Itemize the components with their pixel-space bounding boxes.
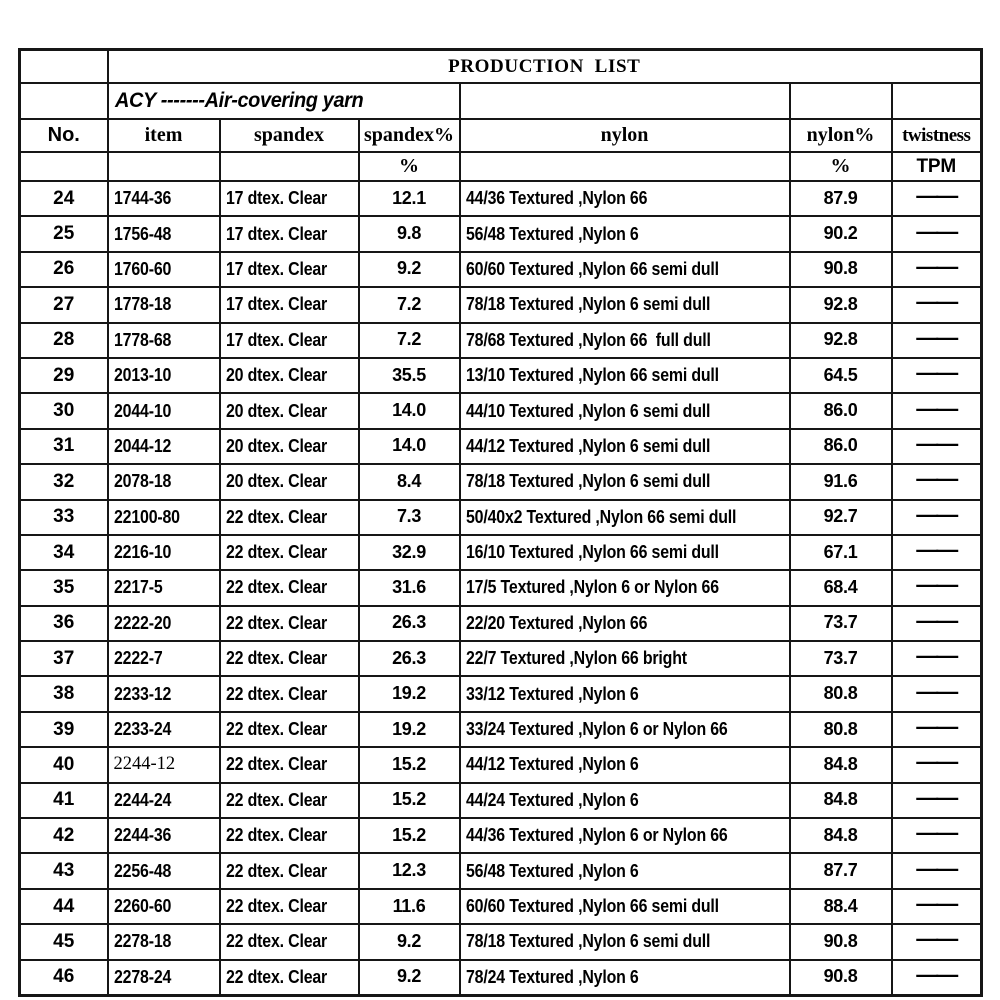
cell-spandex-percent: 14.0: [359, 429, 460, 464]
table-row: [20, 535, 982, 570]
cell-item: 1760-60: [108, 252, 220, 287]
cell-spandex: 22 dtex. Clear: [220, 641, 359, 676]
cell-no: 42: [20, 818, 108, 853]
table-row: [20, 853, 982, 888]
cell-nylon: 33/24 Textured ,Nylon 6 or Nylon 66: [460, 712, 790, 747]
cell-no: 24: [20, 181, 108, 216]
cell-item: 2222-7: [108, 641, 220, 676]
cell-nylon: 50/40x2 Textured ,Nylon 66 semi dull: [460, 500, 790, 535]
cell-nylon-percent: 92.7: [790, 500, 892, 535]
empty-cell: [892, 83, 982, 119]
cell-no: 29: [20, 358, 108, 393]
cell-spandex: 22 dtex. Clear: [220, 853, 359, 888]
cell-twistness-dash: ——: [892, 641, 982, 676]
cell-spandex-percent: 15.2: [359, 747, 460, 782]
cell-no: 32: [20, 464, 108, 499]
cell-nylon: 16/10 Textured ,Nylon 66 semi dull: [460, 535, 790, 570]
empty-cell: [220, 152, 359, 181]
cell-spandex-percent: 15.2: [359, 783, 460, 818]
unit-nylon-percent: %: [790, 152, 892, 181]
cell-twistness-dash: ——: [892, 287, 982, 322]
cell-item: 2278-18: [108, 924, 220, 959]
empty-cell: [20, 152, 108, 181]
table-row: [20, 393, 982, 428]
cell-spandex-percent: 15.2: [359, 818, 460, 853]
cell-nylon-percent: 73.7: [790, 641, 892, 676]
cell-nylon-percent: 68.4: [790, 570, 892, 605]
cell-spandex: 17 dtex. Clear: [220, 287, 359, 322]
cell-no: 27: [20, 287, 108, 322]
column-header-nylon: nylon: [460, 119, 790, 152]
cell-nylon-percent: 73.7: [790, 606, 892, 641]
cell-nylon-percent: 84.8: [790, 818, 892, 853]
table-row: [20, 464, 982, 499]
cell-spandex-percent: 31.6: [359, 570, 460, 605]
cell-nylon-percent: 86.0: [790, 393, 892, 428]
cell-twistness-dash: ——: [892, 712, 982, 747]
cell-item: 2244-12: [108, 747, 220, 782]
cell-no: 37: [20, 641, 108, 676]
column-header-nylon-percent: nylon%: [790, 119, 892, 152]
page-title-text: PRODUCTION LIST: [448, 55, 641, 77]
cell-nylon: 78/18 Textured ,Nylon 6 semi dull: [460, 287, 790, 322]
cell-spandex: 17 dtex. Clear: [220, 181, 359, 216]
cell-item: 2044-10: [108, 393, 220, 428]
acy-note: [108, 83, 460, 119]
cell-item: 2233-12: [108, 676, 220, 711]
cell-nylon-percent: 90.8: [790, 252, 892, 287]
cell-spandex-percent: 7.2: [359, 287, 460, 322]
cell-item: 2222-20: [108, 606, 220, 641]
column-header-spandex-percent: spandex%: [359, 119, 460, 152]
cell-nylon-percent: 67.1: [790, 535, 892, 570]
cell-nylon-percent: 84.8: [790, 747, 892, 782]
cell-nylon: 78/18 Textured ,Nylon 6 semi dull: [460, 924, 790, 959]
cell-item: 2044-12: [108, 429, 220, 464]
table-row: [20, 323, 982, 358]
cell-no: 38: [20, 676, 108, 711]
empty-corner-cell: [20, 50, 108, 84]
cell-nylon: 44/10 Textured ,Nylon 6 semi dull: [460, 393, 790, 428]
cell-spandex-percent: 26.3: [359, 606, 460, 641]
column-header-no: No.: [20, 119, 108, 152]
cell-nylon-percent: 92.8: [790, 323, 892, 358]
cell-nylon: 56/48 Textured ,Nylon 6: [460, 216, 790, 251]
cell-twistness-dash: ——: [892, 535, 982, 570]
cell-spandex: 20 dtex. Clear: [220, 429, 359, 464]
column-header-item: item: [108, 119, 220, 152]
table-row: [20, 500, 982, 535]
table-row: [20, 641, 982, 676]
cell-no: 34: [20, 535, 108, 570]
production-table: [18, 48, 983, 997]
cell-twistness-dash: ——: [892, 181, 982, 216]
cell-twistness-dash: ——: [892, 818, 982, 853]
cell-twistness-dash: ——: [892, 853, 982, 888]
cell-twistness-dash: ——: [892, 676, 982, 711]
cell-spandex: 22 dtex. Clear: [220, 570, 359, 605]
cell-nylon-percent: 90.8: [790, 924, 892, 959]
cell-spandex-percent: 9.2: [359, 252, 460, 287]
cell-nylon: 13/10 Textured ,Nylon 66 semi dull: [460, 358, 790, 393]
cell-no: 39: [20, 712, 108, 747]
cell-twistness-dash: ——: [892, 252, 982, 287]
cell-no: 45: [20, 924, 108, 959]
cell-no: 46: [20, 960, 108, 996]
cell-no: 40: [20, 747, 108, 782]
cell-twistness-dash: ——: [892, 783, 982, 818]
cell-nylon: 44/24 Textured ,Nylon 6: [460, 783, 790, 818]
cell-nylon-percent: 64.5: [790, 358, 892, 393]
cell-item: 22100-80: [108, 500, 220, 535]
table-row: [20, 358, 982, 393]
cell-spandex: 17 dtex. Clear: [220, 252, 359, 287]
unit-tpm: TPM: [892, 152, 982, 181]
cell-nylon-percent: 80.8: [790, 712, 892, 747]
table-row: [20, 181, 982, 216]
cell-spandex-percent: 11.6: [359, 889, 460, 924]
cell-spandex-percent: 32.9: [359, 535, 460, 570]
table-row: [20, 287, 982, 322]
cell-spandex-percent: 9.2: [359, 960, 460, 996]
cell-no: 33: [20, 500, 108, 535]
table-row: [20, 570, 982, 605]
empty-cell: [20, 83, 108, 119]
cell-item: 2233-24: [108, 712, 220, 747]
table-row: [20, 960, 982, 996]
cell-nylon-percent: 92.8: [790, 287, 892, 322]
column-header-spandex: spandex: [220, 119, 359, 152]
cell-nylon: 56/48 Textured ,Nylon 6: [460, 853, 790, 888]
cell-spandex-percent: 7.2: [359, 323, 460, 358]
cell-twistness-dash: ——: [892, 216, 982, 251]
cell-item: 1778-18: [108, 287, 220, 322]
cell-item: 1744-36: [108, 181, 220, 216]
cell-spandex-percent: 19.2: [359, 712, 460, 747]
cell-no: 25: [20, 216, 108, 251]
cell-spandex: 22 dtex. Clear: [220, 747, 359, 782]
cell-item: 2013-10: [108, 358, 220, 393]
cell-twistness-dash: ——: [892, 606, 982, 641]
cell-nylon: 60/60 Textured ,Nylon 66 semi dull: [460, 889, 790, 924]
cell-spandex-percent: 19.2: [359, 676, 460, 711]
cell-item: 1778-68: [108, 323, 220, 358]
empty-cell: [460, 83, 790, 119]
table-row: [20, 924, 982, 959]
cell-spandex: 22 dtex. Clear: [220, 535, 359, 570]
table-row: [20, 783, 982, 818]
cell-nylon: 17/5 Textured ,Nylon 6 or Nylon 66: [460, 570, 790, 605]
cell-spandex-percent: 12.3: [359, 853, 460, 888]
cell-nylon: 44/36 Textured ,Nylon 66: [460, 181, 790, 216]
cell-nylon: 44/12 Textured ,Nylon 6: [460, 747, 790, 782]
page-title: [108, 50, 982, 84]
cell-nylon: 60/60 Textured ,Nylon 66 semi dull: [460, 252, 790, 287]
cell-twistness-dash: ——: [892, 889, 982, 924]
cell-spandex: 22 dtex. Clear: [220, 889, 359, 924]
table-row: [20, 216, 982, 251]
cell-spandex: 22 dtex. Clear: [220, 606, 359, 641]
cell-nylon-percent: 86.0: [790, 429, 892, 464]
cell-twistness-dash: ——: [892, 464, 982, 499]
empty-cell: [790, 83, 892, 119]
header-row: [20, 119, 982, 152]
unit-row: [20, 152, 982, 181]
cell-spandex-percent: 35.5: [359, 358, 460, 393]
cell-nylon: 78/18 Textured ,Nylon 6 semi dull: [460, 464, 790, 499]
cell-item: 1756-48: [108, 216, 220, 251]
table-row: [20, 818, 982, 853]
cell-spandex: 22 dtex. Clear: [220, 960, 359, 996]
cell-twistness-dash: ——: [892, 323, 982, 358]
cell-no: 35: [20, 570, 108, 605]
cell-spandex: 20 dtex. Clear: [220, 464, 359, 499]
cell-no: 41: [20, 783, 108, 818]
cell-nylon: 78/68 Textured ,Nylon 66 full dull: [460, 323, 790, 358]
cell-nylon-percent: 91.6: [790, 464, 892, 499]
cell-twistness-dash: ——: [892, 429, 982, 464]
column-header-twistness: twistness: [892, 119, 982, 152]
cell-item: 2260-60: [108, 889, 220, 924]
cell-spandex-percent: 8.4: [359, 464, 460, 499]
cell-twistness-dash: ——: [892, 500, 982, 535]
cell-spandex-percent: 9.8: [359, 216, 460, 251]
cell-item: 2244-24: [108, 783, 220, 818]
table-row: [20, 676, 982, 711]
cell-twistness-dash: ——: [892, 393, 982, 428]
cell-nylon-percent: 87.9: [790, 181, 892, 216]
cell-item: 2216-10: [108, 535, 220, 570]
cell-twistness-dash: ——: [892, 960, 982, 996]
cell-nylon: 22/20 Textured ,Nylon 66: [460, 606, 790, 641]
cell-spandex: 20 dtex. Clear: [220, 358, 359, 393]
cell-no: 36: [20, 606, 108, 641]
cell-nylon: 78/24 Textured ,Nylon 6: [460, 960, 790, 996]
cell-item: 2278-24: [108, 960, 220, 996]
cell-spandex: 22 dtex. Clear: [220, 818, 359, 853]
cell-nylon: 33/12 Textured ,Nylon 6: [460, 676, 790, 711]
cell-spandex: 22 dtex. Clear: [220, 500, 359, 535]
cell-twistness-dash: ——: [892, 747, 982, 782]
table-row: [20, 429, 982, 464]
cell-nylon-percent: 90.8: [790, 960, 892, 996]
cell-spandex: 20 dtex. Clear: [220, 393, 359, 428]
empty-cell: [108, 152, 220, 181]
cell-item: 2256-48: [108, 853, 220, 888]
cell-nylon-percent: 90.2: [790, 216, 892, 251]
cell-nylon-percent: 88.4: [790, 889, 892, 924]
empty-cell: [460, 152, 790, 181]
cell-item: 2244-36: [108, 818, 220, 853]
cell-nylon: 44/36 Textured ,Nylon 6 or Nylon 66: [460, 818, 790, 853]
cell-spandex-percent: 7.3: [359, 500, 460, 535]
cell-spandex: 22 dtex. Clear: [220, 676, 359, 711]
table-row: [20, 606, 982, 641]
unit-spandex-percent: %: [359, 152, 460, 181]
cell-no: 30: [20, 393, 108, 428]
acy-note-text: ACY -------Air-covering yarn: [114, 88, 363, 112]
cell-spandex: 22 dtex. Clear: [220, 783, 359, 818]
cell-spandex-percent: 9.2: [359, 924, 460, 959]
cell-twistness-dash: ——: [892, 570, 982, 605]
cell-no: 31: [20, 429, 108, 464]
cell-spandex-percent: 14.0: [359, 393, 460, 428]
cell-nylon: 22/7 Textured ,Nylon 66 bright: [460, 641, 790, 676]
cell-twistness-dash: ——: [892, 924, 982, 959]
cell-spandex-percent: 12.1: [359, 181, 460, 216]
cell-no: 28: [20, 323, 108, 358]
table-row: [20, 252, 982, 287]
cell-nylon-percent: 84.8: [790, 783, 892, 818]
cell-twistness-dash: ——: [892, 358, 982, 393]
note-row: [20, 83, 982, 119]
cell-no: 44: [20, 889, 108, 924]
table-row: [20, 889, 982, 924]
cell-spandex: 17 dtex. Clear: [220, 323, 359, 358]
cell-no: 26: [20, 252, 108, 287]
cell-nylon: 44/12 Textured ,Nylon 6 semi dull: [460, 429, 790, 464]
table-row: [20, 712, 982, 747]
table-row: [20, 747, 982, 782]
cell-spandex: 22 dtex. Clear: [220, 712, 359, 747]
title-row: [20, 50, 982, 84]
cell-spandex-percent: 26.3: [359, 641, 460, 676]
cell-spandex: 17 dtex. Clear: [220, 216, 359, 251]
cell-nylon-percent: 87.7: [790, 853, 892, 888]
cell-item: 2217-5: [108, 570, 220, 605]
cell-no: 43: [20, 853, 108, 888]
cell-item: 2078-18: [108, 464, 220, 499]
cell-nylon-percent: 80.8: [790, 676, 892, 711]
cell-spandex: 22 dtex. Clear: [220, 924, 359, 959]
